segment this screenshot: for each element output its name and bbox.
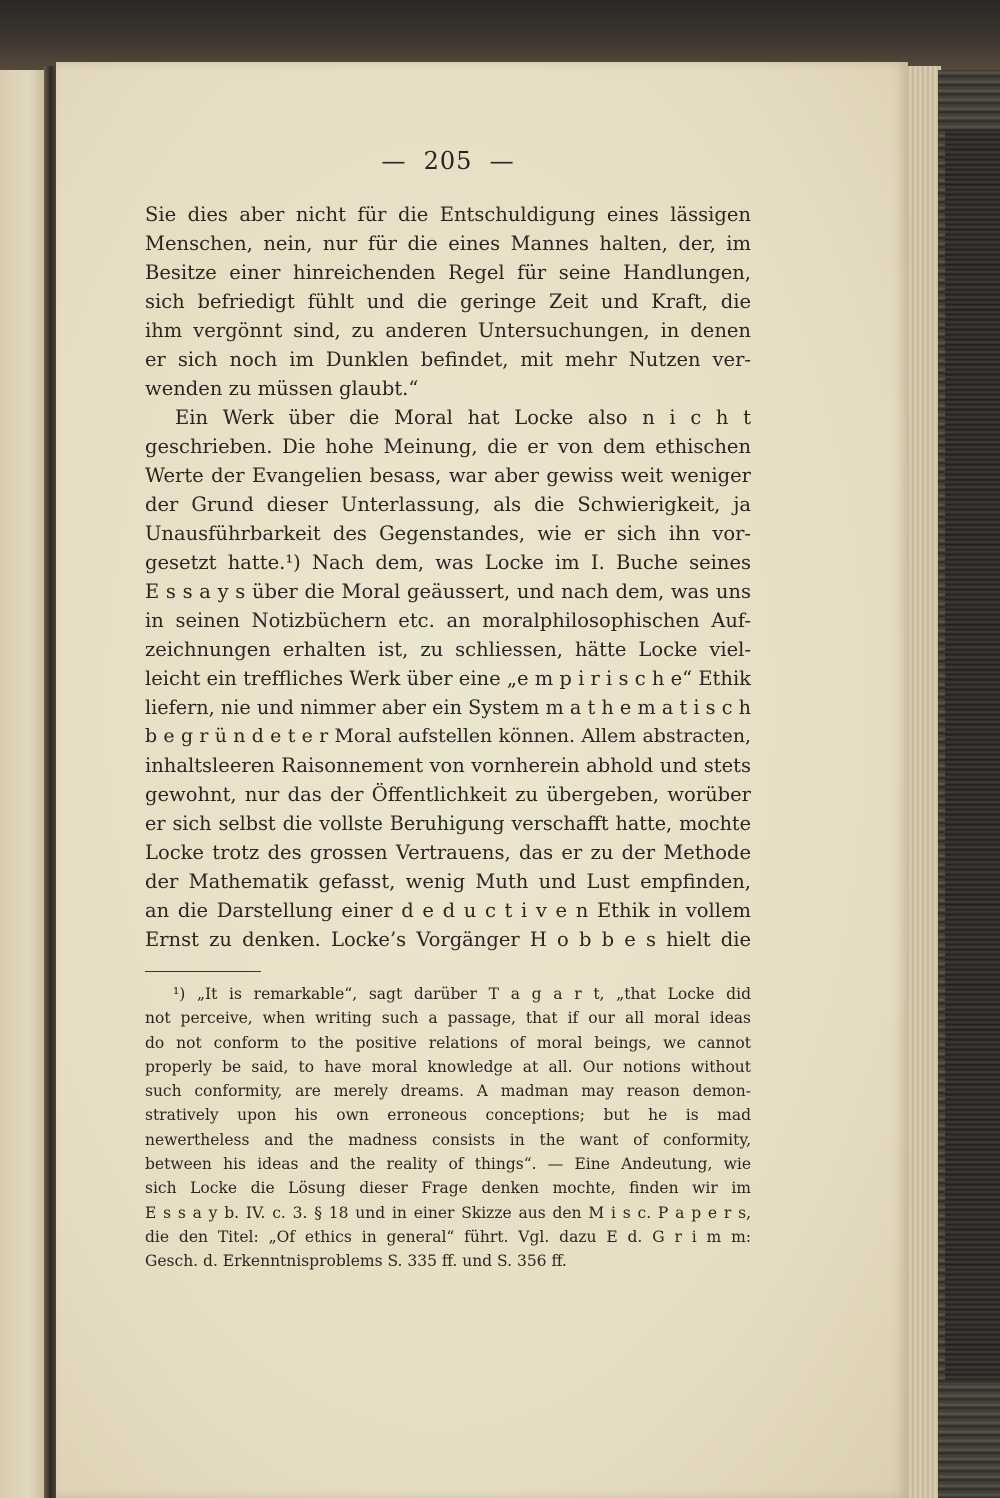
body-line: Werte der Evangelien besass, war aber gewiss weit weniger <box>145 464 751 487</box>
footnote-line: not perceive, when writing such a passage, that if our all moral ideas <box>145 1009 751 1028</box>
page-number: — 205 — <box>381 147 515 175</box>
body-line: Unausführbarkeit des Gegenstandes, wie er sich ihn vor- <box>145 522 751 545</box>
body-line: Besitze einer hinreichenden Regel für seine Handlungen, <box>145 261 751 284</box>
body-line: Ernst zu denken. Locke’s Vorgänger H o b b e s hielt die <box>145 928 751 951</box>
footnote-line: properly be said, to have moral knowledge at all. Our notions without <box>145 1057 751 1076</box>
footnote-line: stratively upon his own erroneous conceptions; but he is mad <box>145 1106 751 1125</box>
body-line: er sich noch im Dunklen befindet, mit mehr Nutzen ver- <box>145 348 751 371</box>
body-line: Sie dies aber nicht für die Entschuldigung eines lässigen <box>145 203 751 226</box>
body-line: ihm vergönnt sind, zu anderen Untersuchungen, in denen <box>145 319 751 342</box>
body-text <box>145 200 751 954</box>
book-cover-texture <box>945 130 1000 1380</box>
body-line: in seinen Notizbüchern etc. an moralphilosophischen Auf- <box>145 609 751 632</box>
footnote-line: E s s a y b. IV. c. 3. § 18 und in einer Skizze aus den M i s c. P a p e r s, <box>145 1203 751 1222</box>
footnote-line: ¹) „It is remarkable“, sagt darüber T a g a r t, „that Locke did <box>173 985 751 1003</box>
facing-page-edge <box>0 70 46 1498</box>
footnote-line: newertheless and the madness consists in the want of conformity, <box>145 1130 751 1149</box>
binding-top-band <box>0 0 1000 70</box>
body-line: wenden zu müssen glaubt.“ <box>145 377 419 400</box>
footnote-line: such conformity, are merely dreams. A madman may reason demon- <box>145 1082 751 1101</box>
body-line: er sich selbst die vollste Beruhigung verschafft hatte, mochte <box>145 812 751 835</box>
footnote-line: die den Titel: „Of ethics in general“ führt. Vgl. dazu E d. G r i m m: <box>145 1227 751 1246</box>
body-line: Menschen, nein, nur für die eines Mannes halten, der, im <box>145 232 751 255</box>
body-line: gesetzt hatte.¹) Nach dem, was Locke im I. Buche seines <box>145 551 751 574</box>
body-line: gewohnt, nur das der Öffentlichkeit zu übergeben, worüber <box>145 783 751 806</box>
page-edges <box>905 66 941 1498</box>
body-line: geschrieben. Die hohe Meinung, die er von dem ethischen <box>145 435 751 458</box>
body-line: Locke trotz des grossen Vertrauens, das er zu der Methode <box>145 841 751 864</box>
body-line: der Mathematik gefasst, wenig Muth und Lust empfinden, <box>145 870 751 893</box>
body-line: Ein Werk über die Moral hat Locke also n i c h t <box>175 406 751 429</box>
body-line: zeichnungen erhalten ist, zu schliessen, hätte Locke viel- <box>145 638 751 661</box>
body-line: sich befriedigt fühlt und die geringe Zeit und Kraft, die <box>145 290 751 313</box>
footnote-separator <box>145 971 261 972</box>
body-line: leicht ein treffliches Werk über eine „e m p i r i s c h e“ Ethik <box>145 667 751 690</box>
body-line: liefern, nie und nimmer aber ein System m a t h e m a t i s c h <box>145 696 751 719</box>
body-line: an die Darstellung einer d e d u c t i v e n Ethik in vollem <box>145 899 751 922</box>
footnote-line: do not conform to the positive relations of moral beings, we cannot <box>145 1033 751 1052</box>
footnote-line: between his ideas and the reality of things“. — Eine Andeutung, wie <box>145 1155 751 1174</box>
body-line: b e g r ü n d e t e r Moral aufstellen können. Allem abstracten, <box>145 725 751 747</box>
body-line: inhaltsleeren Raisonnement von vornherein abhold und stets <box>145 754 751 777</box>
footnote <box>145 982 751 1274</box>
footnote-line: sich Locke die Lösung dieser Frage denken mochte, finden wir im <box>145 1179 751 1198</box>
footnote-line: Gesch. d. Erkenntnisproblems S. 335 ff. und S. 356 ff. <box>145 1252 567 1271</box>
body-line: E s s a y s über die Moral geäussert, und nach dem, was uns <box>145 580 751 603</box>
body-line: der Grund dieser Unterlassung, als die Schwierigkeit, ja <box>145 493 751 516</box>
